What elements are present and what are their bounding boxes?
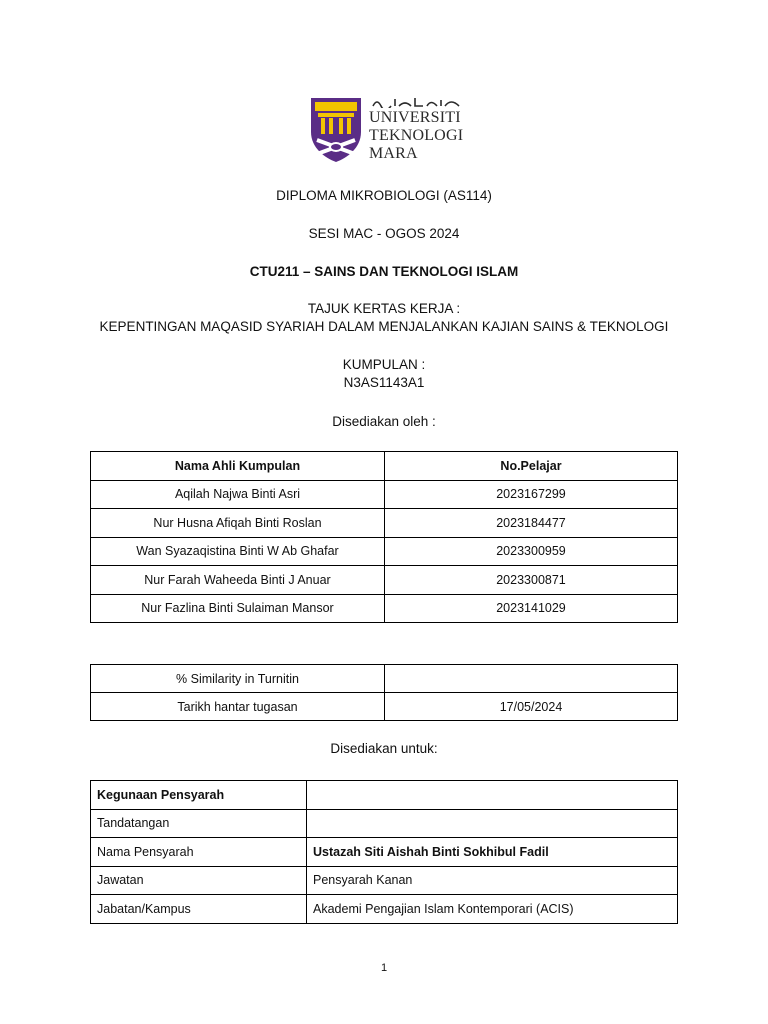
course-title: CTU211 – SAINS DAN TEKNOLOGI ISLAM [249, 264, 519, 279]
session-text: SESI MAC - OGOS 2024 [308, 226, 460, 241]
lecturer-use-value [307, 781, 678, 810]
table-row [91, 866, 678, 895]
signature-label: Tandatangan [91, 809, 307, 838]
signature-value [307, 809, 678, 838]
lecturer-name-label: Nama Pensyarah [91, 838, 307, 867]
topic-label: TAJUK KERTAS KERJA : [307, 301, 461, 316]
table-row [91, 566, 678, 595]
position-value: Pensyarah Kanan [307, 866, 678, 895]
student-number: 2023300959 [385, 537, 678, 566]
lecturer-name-value: Ustazah Siti Aishah Binti Sokhibul Fadil [307, 838, 678, 867]
table-row [91, 838, 678, 867]
members-table [90, 451, 678, 623]
student-number: 2023141029 [385, 594, 678, 623]
department-value: Akademi Pengajian Islam Kontemporari (ACIS) [307, 895, 678, 924]
table-row [91, 537, 678, 566]
similarity-label: % Similarity in Turnitin [91, 665, 385, 693]
similarity-value [385, 665, 678, 693]
department-label: Jabatan/Kampus [91, 895, 307, 924]
table-row [91, 594, 678, 623]
prepared-by-label: Disediakan oleh : [332, 414, 436, 429]
column-header-student-no: No.Pelajar [385, 452, 678, 481]
uitm-shield-icon [309, 96, 363, 164]
submission-date-label: Tarikh hantar tugasan [91, 693, 385, 721]
student-number: 2023167299 [385, 480, 678, 509]
table-row [91, 665, 678, 693]
lecturer-use-label: Kegunaan Pensyarah [91, 781, 307, 810]
table-row [91, 480, 678, 509]
member-name: Nur Fazlina Binti Sulaiman Mansor [91, 594, 385, 623]
member-name: Nur Husna Afiqah Binti Roslan [91, 509, 385, 538]
member-name: Aqilah Najwa Binti Asri [91, 480, 385, 509]
program-title: DIPLOMA MIKROBIOLOGI (AS114) [276, 188, 492, 203]
table-row [91, 781, 678, 810]
members-table-header [91, 452, 678, 481]
table-row [91, 895, 678, 924]
page-number: 1 [380, 962, 388, 974]
table-row [91, 693, 678, 721]
uitm-logo [309, 96, 464, 164]
lecturer-table [90, 780, 678, 924]
logo-line-3: MARA [369, 145, 418, 162]
topic-text: KEPENTINGAN MAQASID SYARIAH DALAM MENJALANKAN KAJIAN SAINS & TEKNOLOGI [99, 319, 669, 334]
column-header-name: Nama Ahli Kumpulan [91, 452, 385, 481]
arabic-script-logo [371, 96, 461, 108]
submission-table [90, 664, 678, 721]
table-row [91, 509, 678, 538]
group-code: N3AS1143A1 [343, 375, 425, 390]
prepared-for-label: Disediakan untuk: [330, 741, 438, 756]
submission-date-value: 17/05/2024 [385, 693, 678, 721]
member-name: Nur Farah Waheeda Binti J Anuar [91, 566, 385, 595]
table-row [91, 809, 678, 838]
logo-line-2: TEKNOLOGI [369, 127, 464, 144]
logo-line-1: UNIVERSITI [369, 109, 461, 126]
member-name: Wan Syazaqistina Binti W Ab Ghafar [91, 537, 385, 566]
position-label: Jawatan [91, 866, 307, 895]
student-number: 2023184477 [385, 509, 678, 538]
group-label: KUMPULAN : [342, 357, 426, 372]
student-number: 2023300871 [385, 566, 678, 595]
